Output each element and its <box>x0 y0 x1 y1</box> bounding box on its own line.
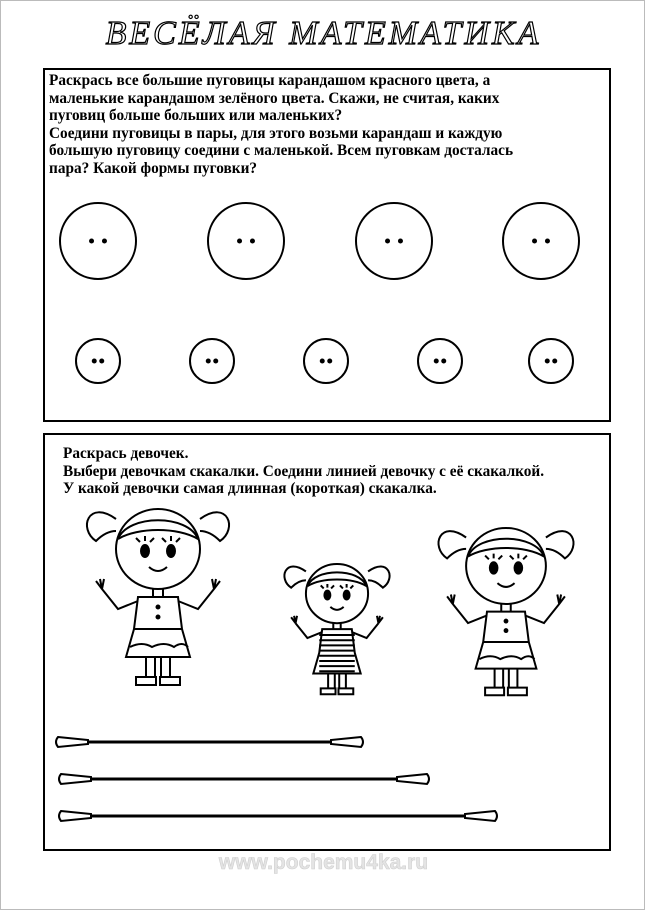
girl-drawing <box>87 509 229 685</box>
watermark: www.pochemu4ka.ru <box>218 851 429 874</box>
jump-rope <box>59 774 429 784</box>
instruction-line: Раскрась все большие пуговицы карандашом красного цвета, а <box>49 72 491 89</box>
instruction-line: У какой девочки самая длинная (короткая) скакалка. <box>63 480 437 497</box>
big-button <box>503 203 579 279</box>
small-button <box>418 339 462 383</box>
instruction-line: Соедини пуговицы в пары, для этого возьми карандаш и каждую <box>49 124 503 142</box>
big-button <box>60 203 136 279</box>
instruction-line: большую пуговицу соедини с маленькой. Всем пуговкам досталась <box>49 142 514 159</box>
jump-rope <box>59 811 497 821</box>
illustrations <box>1 1 645 910</box>
big-button <box>356 203 432 279</box>
small-button <box>76 339 120 383</box>
page-title: ВЕСЁЛАЯ МАТЕМАТИКА <box>105 15 542 52</box>
girl-drawing <box>284 564 389 694</box>
big-button <box>208 203 284 279</box>
instruction-line: маленькие карандашом зелёного цвета. Скажи, не считая, каких <box>49 89 500 107</box>
jump-rope <box>56 737 363 747</box>
small-button <box>190 339 234 383</box>
instruction-line: Выбери девочкам скакалки. Соедини линией девочку с её скакалкой. <box>63 462 545 480</box>
small-button <box>529 339 573 383</box>
instruction-line: пара? Какой формы пуговки? <box>49 159 258 177</box>
girl-drawing <box>439 528 574 695</box>
small-button <box>304 339 348 383</box>
instruction-line: пуговиц больше больших или маленьких? <box>49 107 343 124</box>
instruction-line: Раскрась девочек. <box>63 445 189 462</box>
